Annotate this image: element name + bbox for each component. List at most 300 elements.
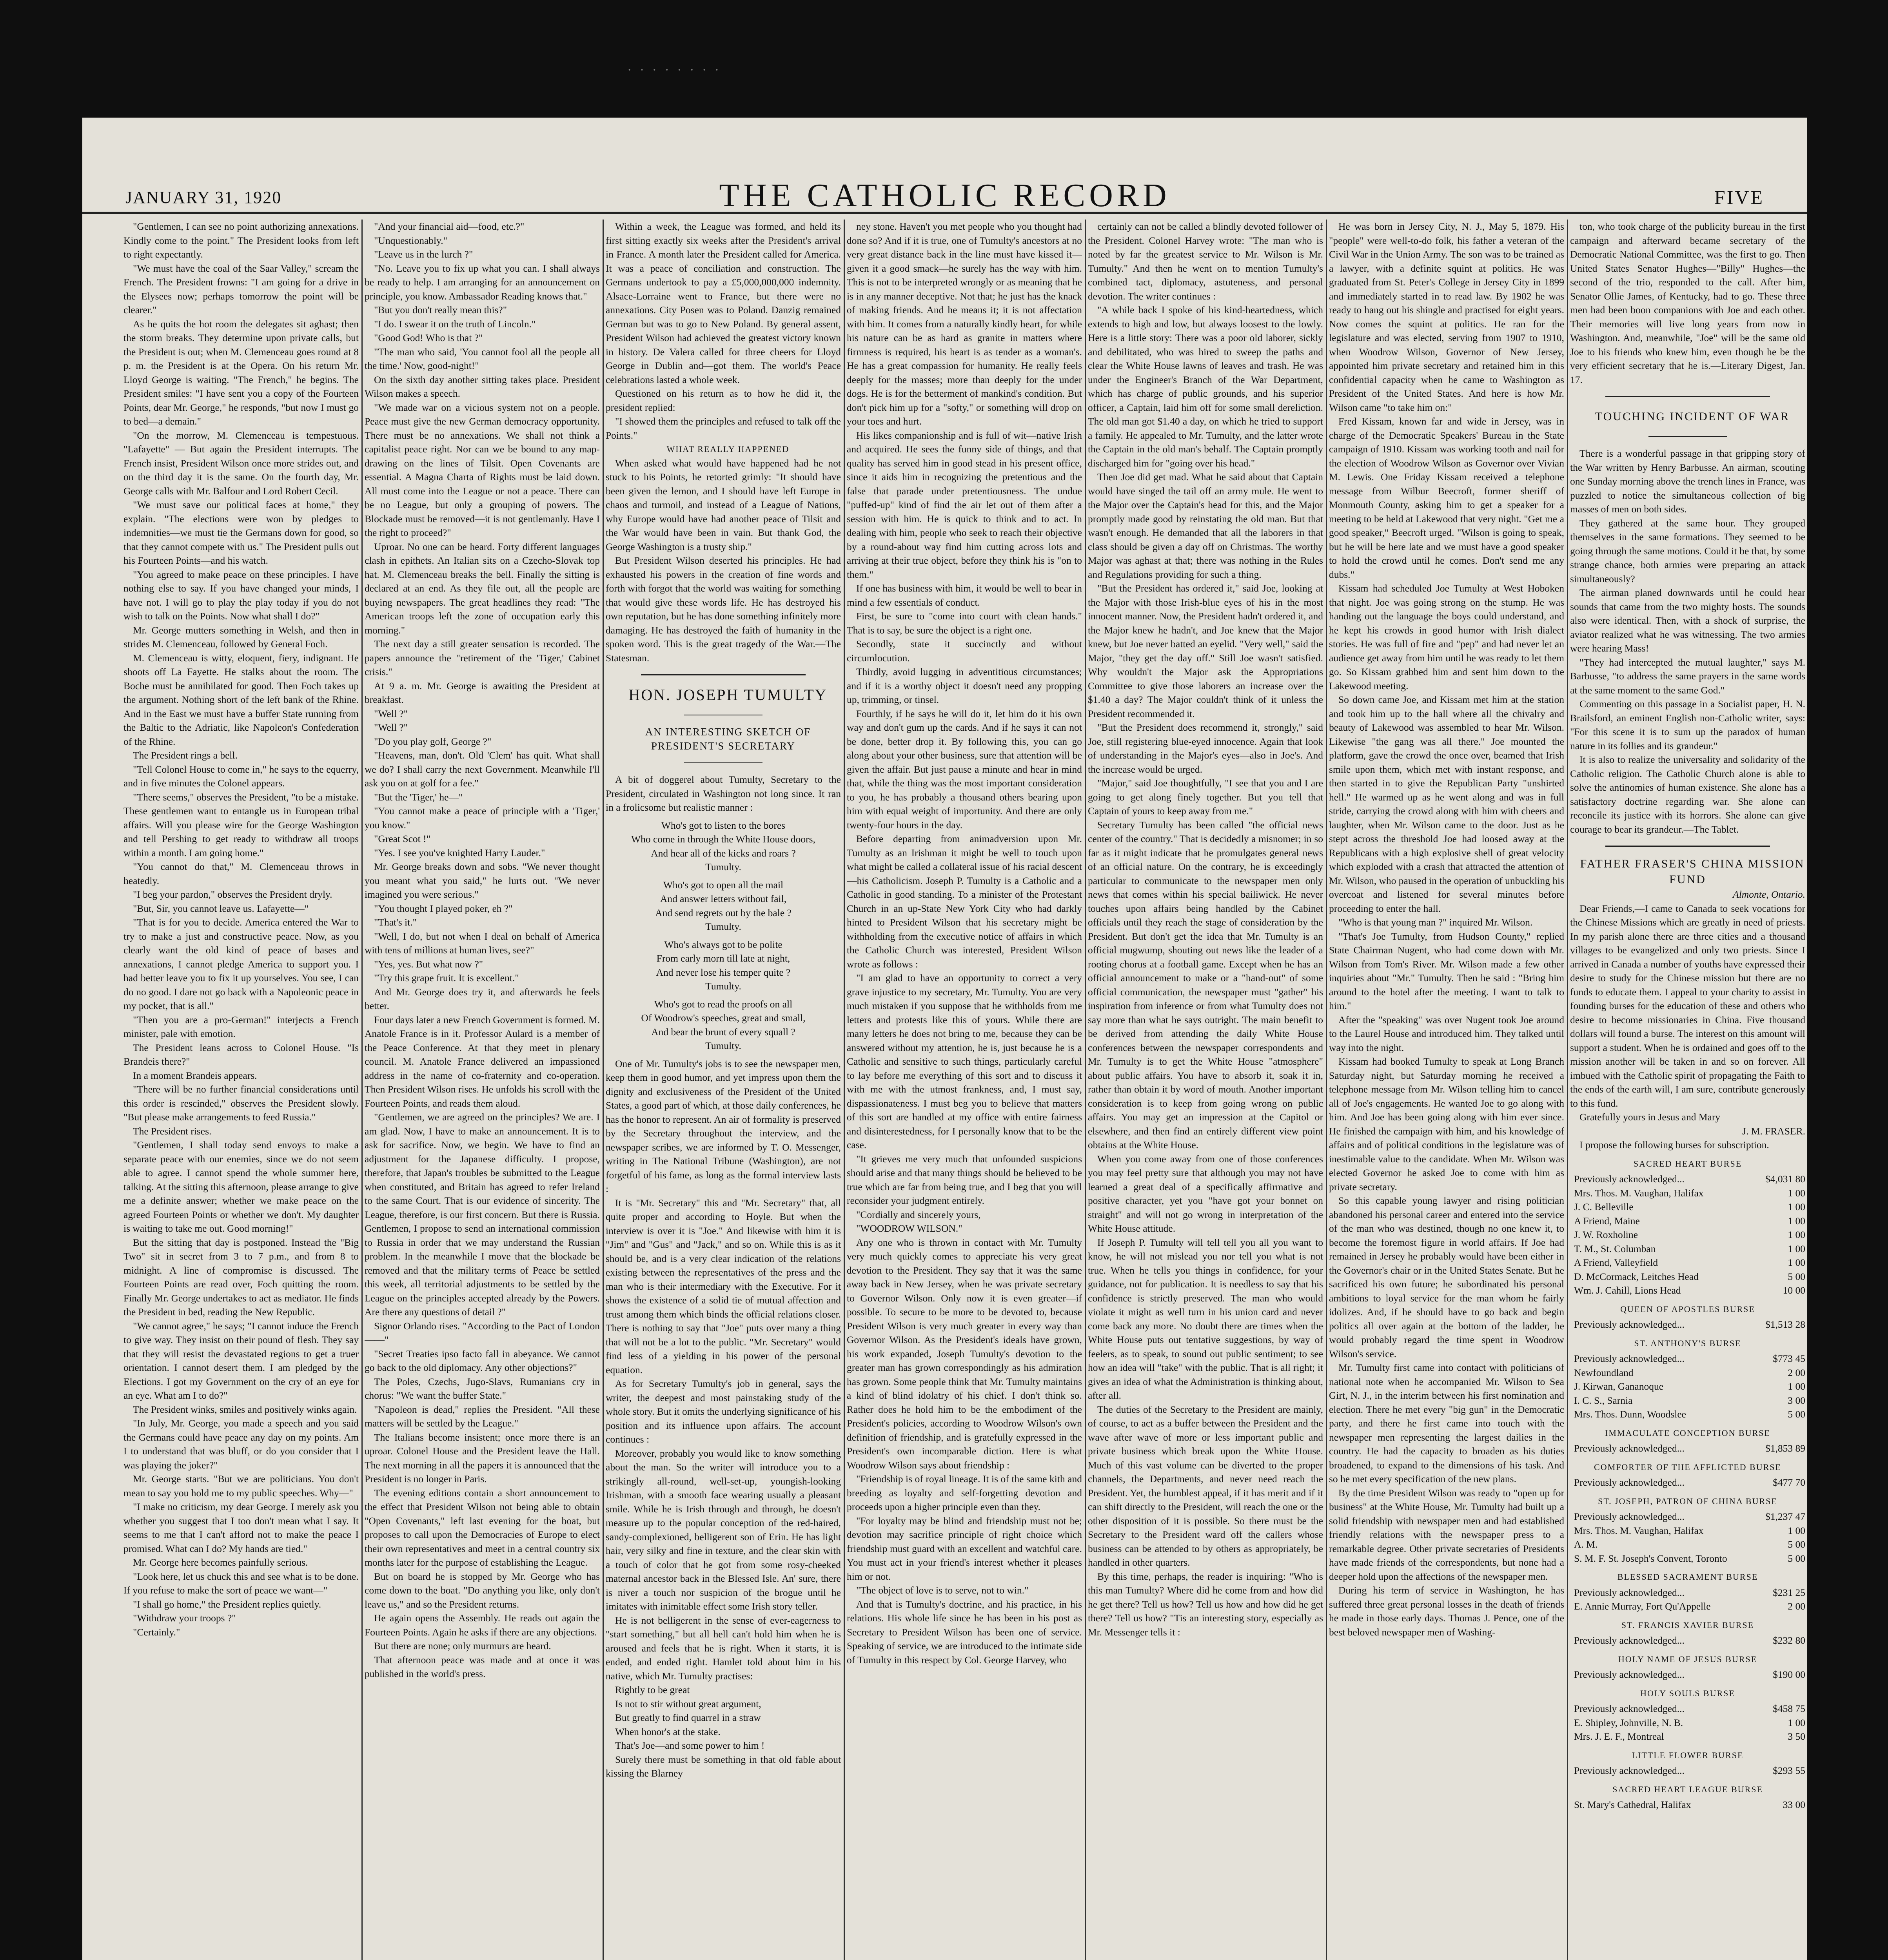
paragraph: "No. Leave you to fix up what you can. I shall always be ready to help. I am arranging for an announcement on principle, you know. Ambassador Reading knows that." [365, 262, 600, 302]
column-rule [361, 220, 363, 1960]
burse-entry [1570, 1633, 1805, 1648]
burse-title: SACRED HEART LEAGUE BURSE [1612, 1784, 1763, 1794]
burse-title: HOLY SOULS BURSE [1640, 1688, 1735, 1698]
verse-line: And bear the brunt of every squall ? [651, 1026, 795, 1038]
column-rule [1567, 220, 1568, 1960]
paragraph: "Heavens, man, don't. Old 'Clem' has quit. What shall we do? I shall carry the next Government. Meanwhile I'll ask you on at golf for a fee." [365, 750, 600, 789]
paragraph: "You cannot make a peace of principle with a 'Tiger,' you know." [365, 805, 600, 831]
burse-donor: Previously acknowledged... [1574, 1586, 1685, 1598]
paragraph: "Yes. I see you've knighted Harry Lauder." [374, 847, 545, 858]
paragraph: Mr. George here becomes painfully serious. [133, 1557, 308, 1568]
paragraph: When asked what would have happened had he not stuck to his Points, he retorted grimly: "It should have been given the lemon, and I should have left Europe in chaos and turmoil, and instead of a League of Nations, why Europe would have had another peace of Tilsit and the War would have been in vain. But thank God, the George Washington is a trusty ship." [606, 457, 841, 552]
paragraph: "I do. I swear it on the truth of Lincoln." [374, 318, 536, 330]
burse-amount: $477 70 [1773, 1477, 1805, 1488]
paragraph: So down came Joe, and Kissam met him at the station and took him up to the hall where all the chivalry and beauty of Lakewood was assembled to hear Mr. Wilson. Likewise "the gang was all there." Joe mounted the platform, gave the crowd the once over, beamed that Irish smile upon them, which met with instant response, and then started in to give the Republican Party "unshirted hell." He warmed up as he went along and was in full stride, carrying the crowd along with him with cheers and laughter, when Mr. Wilson came to the door. Just as he stept across the threshold Joe had loosed away at the Republicans with a high explosive shell of great velocity which exploded with a crash that attracted the attention of Mr. Wilson, who paused in the operation of unbuckling his overcoat and listened for several minutes before proceeding to enter the hall. [1329, 694, 1564, 914]
column-rule [1085, 220, 1086, 1960]
paragraph: His likes companionship and is full of wit—native Irish and acquired. He sees the funny side of things, and that quality has served him in good stead in his present office, since it aids him in recognizing the pretentious and the false that parade under pretentiousness. The undue "puffed-up" kind of find the air let out of them after a session with him. He is quick to think and to act. In dealing with him, people who seek to reach their objective by a round-about way find him cutting across lots and arriving at their true object, before they think his is "on to them." [847, 429, 1082, 580]
burse-amount: 1 00 [1788, 1201, 1805, 1212]
paragraph: "I showed them the principles and refused to talk off the Points." [606, 416, 841, 441]
paragraph: But on board he is stopped by Mr. George who has come down to the boat. "Do anything you like, only don't leave us," and so the President returns. [365, 1570, 600, 1610]
paragraph: If Joseph P. Tumulty will tell tell you all you want to know, he will not mislead you nor tell you what is not true. When he tells you things in confidence, for your guidance, not for publication. It is needless to say that his confidence is strictly preserved. The man who would violate it might as well turn in his union card and never come back any more. No doubt there are times when the White House puts out tentative suggestions, by way of feelers, as to speak, to sound out public sentiment; to see how an idea will "take" with the public. That is all right; it gives an idea of what the Administration is thinking about, after all. [1088, 1236, 1323, 1401]
column-rule [844, 220, 845, 1960]
paragraph: "In July, Mr. George, you made a speech and you said the Germans could have peace any day on my points. Am I to understand that was bluff, or do you consider that I was playing the joker?" [123, 1417, 359, 1471]
paragraph: "We must have the coal of the Saar Valley," scream the French. The President frowns: "I am going for a drive in the Elysees now; perhaps tomorrow the point will be clearer." [123, 262, 359, 316]
verse-line: Who's got to listen to the bores [661, 819, 786, 831]
paragraph: Before departing from animadversion upon Mr. Tumulty as an Irishman it might be well to touch upon what might be called a collateral issue of his racial descent—his Catholicism. Joseph P. Tumulty is a Catholic and a Catholic in good standing. To a minister of the Protestant Church in an up-State New York City who had darkly hinted to President Wilson that his secretary might be withholding from the executive notice of affairs in which the Catholic Church was interested, President Wilson wrote as follows : [847, 833, 1082, 970]
burse-amount: 2 00 [1788, 1601, 1805, 1612]
burse-amount: $458 75 [1773, 1703, 1805, 1714]
burse-amount: $1,513 28 [1765, 1319, 1805, 1330]
tumulty-article-part-3 [1088, 220, 1323, 1639]
burse-amount: $773 45 [1773, 1353, 1805, 1364]
burse-amount: 1 00 [1788, 1257, 1805, 1268]
burse-title: ST. JOSEPH, PATRON OF CHINA BURSE [1598, 1496, 1777, 1506]
burse-title: HOLY NAME OF JESUS BURSE [1618, 1654, 1757, 1664]
paragraph: He again opens the Assembly. He reads out again the Fourteen Points. Again he asks if there are any objections. [365, 1612, 600, 1638]
burse-donor: E. Annie Murray, Fort Qu'Appelle [1574, 1601, 1711, 1612]
burse-entry [1570, 1552, 1805, 1566]
burse-donor: A Friend, Valleyfield [1574, 1257, 1658, 1268]
burse-amount: 33 00 [1783, 1799, 1805, 1810]
paragraph: "I make no criticism, my dear George. I merely ask you whether you suggest that I too don't mean what I say. It seems to me that I can't afford not to make the peace I promised. What can I do? My hands are tied." [123, 1501, 359, 1554]
paragraph: Mr. George breaks down and sobs. "We never thought you meant what you said," he lurts out. "We never imagined you were serious." [365, 861, 600, 900]
paragraph: The airman planed downwards until he could hear sounds that came from the two mighty hosts. The sounds also were identical. Then, with a shock of surprise, the aviator realized what he was witnessing. The two armies were hearing Mass! [1570, 587, 1805, 654]
paragraph: "Secret Treaties ipso facto fall in abeyance. We cannot go back to the old diplomacy. Any other objections?" [365, 1348, 600, 1373]
paragraph: Secretary Tumulty has been called "the official news center of the country." That is decidedly a misnomer; in so far as it might indicate that he promulgates general news of an official nature. On the contrary, he is exceedingly particular to communicate to the newspaper men only news that comes within his special bailiwick. He never touches upon affairs being handled by the Cabinet officials until they reach the stage of consideration by the President. But don't get the idea that Mr. Tumulty is an official mugwump, shouting out news like the leader of a rooting chorus at a football game. Except when he has an official announcement to make or a "hand-out" of some official communication, the newspaper must "gather" his inspiration from inference or from what Tumulty does not say more than what he says outright. The main benefit to be derived from attending the daily White House conferences between the newspaper correspondents and Mr. Tumulty is to get the White House "atmosphere" about public affairs. You have to absorb it, soak it in, rather than obtain it by word of mouth. Another important consideration is to keep from going wrong on public affairs. You may get an impression at the Capitol or elsewhere, and then find an entirely different view point obtains at the White House. [1088, 819, 1323, 1151]
paragraph: Mr. George starts. "But we are politicians. You don't mean to say you hold me to my public speeches. Why—" [123, 1473, 359, 1499]
paragraph: "Napoleon is dead," replies the President. "All these matters will be settled by the League." [365, 1403, 600, 1429]
verse-line: Who's always got to be polite [664, 938, 782, 950]
burse-donor: Previously acknowledged... [1574, 1353, 1685, 1364]
paragraph: When honor's at the stake. [615, 1726, 721, 1737]
burse-amount: 5 00 [1788, 1408, 1805, 1420]
burse-amount: 5 00 [1788, 1270, 1805, 1282]
paragraph: But President Wilson deserted his principles. He had exhausted his powers in the creation of fine words and forth with forgot that the world was waiting for something that would give these words life. He has destroyed his own reputation, but he has done something infinitely more damaging. He has destroyed the faith of humanity in the spoken word. This is the great tragedy of the War.—The Statesman. [606, 555, 841, 664]
paragraph: Any one who is thrown in contact with Mr. Tumulty very much quickly comes to appreciate his very great devotion to the President. They say that it was the same away back in New Jersey, when he was private secretary to Governor Wilson. Only now it is even greater—if possible. To secure to be more to be devoted to, because President Wilson is very much greater in every way than Governor Wilson. As the President's ideals have grown, his work expanded, Joseph Tumulty's devotion to the greater man has grown correspondingly as his admiration has grown. Some people think that Mr. Tumulty maintains a kind of blind idolatry of his chief. I don't think so. Rather does he hold him to be the embodiment of the President's policies, according to Woodrow Wilson's own definition of friendship, and is gratefully expressed in the President's own incomparable diction. Here is what Woodrow Wilson says about friendship : [847, 1236, 1082, 1471]
burse-amount: $4,031 80 [1765, 1173, 1805, 1185]
burse-amount: 1 00 [1788, 1717, 1805, 1728]
burse-donor: Previously acknowledged... [1574, 1477, 1685, 1488]
burse-amount: $232 80 [1773, 1635, 1805, 1646]
verse-line: Who come in through the White House doors, [631, 833, 815, 845]
burse-donor: T. M., St. Columban [1574, 1243, 1656, 1254]
burse-donor: Previously acknowledged... [1574, 1511, 1685, 1522]
burse-entry [1570, 1798, 1805, 1812]
war-incident-headline: TOUCHING INCIDENT OF WAR [1595, 410, 1790, 423]
burse-title: BLESSED SACRAMENT BURSE [1617, 1572, 1758, 1582]
paragraph: certainly can not be called a blindly devoted follower of the President. Colonel Harvey wrote: "The man who is noted by far the greatest service to Mr. Wilson is Mr. Tumulty." And then he went on to mention Tumulty's combined tact, diplomacy, astuteness, and personal devotion. The writer continues : [1088, 221, 1323, 302]
paragraph: The next day a still greater sensation is recorded. The papers announce the "retirement of the 'Tiger,' Cabinet crisis." [365, 638, 600, 677]
paragraph: "But the President does recommend it, strongly," said Joe, still registering blue-eyed innocence. Again that look of understanding in the Major's eyes—also in Joe's. And the increase would be urged. [1088, 722, 1323, 775]
burse-entry [1570, 1228, 1805, 1242]
burse-amount: 1 00 [1788, 1243, 1805, 1254]
newspaper-page [82, 118, 1807, 1960]
paragraph: "The object of love is to serve, not to win." [856, 1584, 1029, 1596]
paragraph: On the sixth day another sitting takes place. President Wilson makes a speech. [365, 374, 600, 399]
paragraph: "But the President has ordered it," said Joe, looking at the Major with those Irish-blue eyes of his in the most innocent manner. Now, the President hadn't ordered it, and the Major knew he hadn't, and Joe knew that the Major knew, but Joe never batted an eyelid. "Very well," said the Major, "they get the day off." Still Joe wasn't satisfied. Why wouldn't the Major ask the Appropriations Committee to give those laborers an increase over the $1.40 a day? The Major couldn't think of it unless the President recommended it. [1088, 583, 1323, 719]
paragraph: Mr. George mutters something in Welsh, and then in strides M. Clemenceau, followed by General Foch. [123, 624, 359, 650]
paragraph: "Leave us in the lurch ?" [374, 249, 473, 260]
burse-amount: $293 55 [1773, 1765, 1805, 1776]
paragraph: Then Joe did get mad. What he said about that Captain would have singed the tail off an army mule. He went to the Major over the Captain's head for this, and the Major promptly made good by reinstating the old man. But that wasn't enough. He demanded that all the laborers in that class should be given a day off on Christmas. The worthy Major was aghast at that; there was nothing in the Rules and Regulations providing for such a thing. [1088, 471, 1323, 580]
verse-line: And answer letters without fail, [660, 893, 787, 904]
article-separator [641, 674, 806, 675]
scan-edge-mark: · · · · · · · · [627, 63, 722, 77]
paragraph: And that is Tumulty's doctrine, and his practice, in his relations. His whole life since he has been in his post as Secretary to President Wilson has been one of service. Speaking of service, we are introduced to the intimate side of Tumulty in this respect by Col. George Harvey, who [847, 1598, 1082, 1666]
burse-amount: $1,853 89 [1765, 1443, 1805, 1454]
paragraph: That afternoon peace was made and at once it was published in the world's press. [365, 1654, 600, 1679]
paragraph: "You cannot do that," M. Clemenceau throws in heatedly. [123, 861, 359, 886]
burse-donor: Newfoundland [1574, 1367, 1634, 1378]
burse-donor: D. McCormack, Leitches Head [1574, 1270, 1699, 1282]
paragraph: But greatly to find quarrel in a straw [615, 1712, 761, 1723]
paragraph: But the sitting that day is postponed. Instead the "Big Two" sit in secret from 3 to 7 p.m., and from 8 to midnight. A line of compromise is discussed. The Fourteen Points are read over, Foch quitting the room. Finally Mr. George undertakes to act as mediator. He finds the President in bed, reading the New Republic. [123, 1236, 359, 1318]
verse-line: Tumulty. [705, 861, 741, 873]
tumulty-headline: HON. JOSEPH TUMULTY [628, 686, 828, 704]
burse-entry [1570, 1716, 1805, 1730]
paragraph: Rightly to be great [615, 1684, 690, 1695]
burse-amount: 1 00 [1788, 1229, 1805, 1240]
tumulty-intro: A bit of doggerel about Tumulty, Secretary to the President, circulated in Washington not long since. It ran in a frolicsome but realistic manner : [606, 774, 841, 813]
paragraph: It is "Mr. Secretary" this and "Mr. Secretary" that, all quite proper and according to Hoyle. But when the interview is over it is "Joe." And likewise with him it is "Jim" and "Gus" and "Jack," and so on. While this is as it should be, and is a very clear indication of the relations existing between the representatives of the press and the man who is their intermediary with the Executive. For it shows the existence of a solid tie of mutual affection and trust among them which binds the official relations closer. There is nothing to say that "Joe" puts over many a thing that will not be a lot to the public. "Mr. Secretary" would find less of a yielding in his power of the personal equation. [606, 1197, 841, 1376]
burse-entry [1570, 1407, 1805, 1421]
tumulty-article-ending [1570, 220, 1805, 387]
paragraph: "Gentlemen, I shall today send envoys to make a separate peace with our enemies, since we do not seem able to agree. I cannot spend the whole summer here, talking. At the sitting this afternoon, please arrange to give me a definite answer; whether we make peace on the agreed Fourteen Points or whether we don't. My daughter is waiting to take me out. Good morning!" [123, 1139, 359, 1234]
burse-amount: 3 50 [1788, 1731, 1805, 1742]
burse-amount: 10 00 [1783, 1285, 1805, 1296]
verse-line: And send regrets out by the bale ? [655, 907, 792, 918]
burse-title: IMMACULATE CONCEPTION BURSE [1605, 1428, 1770, 1438]
paragraph: Uproar. No one can be heard. Forty different languages clash in epithets. An Italian sits on a Czecho-Slovak top hat. M. Clemenceau breaks the bell. Finally the sitting is declared at an end. As they file out, all the people are buying newspapers. The great headlines they read: "The American troops left the zone of occupation early this morning." [365, 541, 600, 636]
paragraph: The President rises. [133, 1125, 212, 1137]
burse-entry [1570, 1352, 1805, 1366]
burse-donor: Previously acknowledged... [1574, 1703, 1685, 1714]
paragraph: And Mr. George does try it, and afterwards he feels better. [365, 986, 600, 1011]
war-incident-article [1570, 446, 1805, 836]
burse-donor: Previously acknowledged... [1574, 1319, 1685, 1330]
paragraph: That's Joe—and some power to him ! [615, 1740, 765, 1751]
paragraph: "Well ?" [374, 722, 408, 733]
peace-article-part-2 [365, 220, 600, 1681]
paragraph: "It grieves me very much that unfounded suspicions should arise and that many things should be believed to be true which are far from being true, and I beg that you will reconsider your judgment entirely. [847, 1153, 1082, 1206]
tumulty-article-part-1 [606, 1057, 841, 1780]
paragraph: Gratefully yours in Jesus and Mary [1579, 1111, 1721, 1123]
paragraph: Is not to stir without great argument, [615, 1698, 761, 1710]
paragraph: By this time, perhaps, the reader is inquiring: "Who is this man Tumulty? Where did he come from and how did he get there? Tell us how? Tell us how and how did he get there? Tell us how? "Tis an interesting story, especially as Mr. Messenger tells it : [1088, 1570, 1323, 1638]
paragraph: "Cordially and sincerely yours, [856, 1209, 981, 1220]
burse-donor: Previously acknowledged... [1574, 1173, 1685, 1185]
paragraph: During his term of service in Washington, he has suffered three great personal losses in the death of friends he made in those early days. Thomas J. Pence, one of the best beloved newspaper men of Washing- [1329, 1584, 1564, 1638]
paragraph: "Then you are a pro-German!" interjects a French minister, pale with emotion. [123, 1014, 359, 1039]
paragraph: "Certainly." [133, 1626, 180, 1638]
burse-entry [1570, 1394, 1805, 1408]
burse-donor: I. C. S., Sarnia [1574, 1394, 1633, 1406]
paragraph: "They had intercepted the mutual laughter," says M. Barbusse, "to address the same prayers in the same words at the same moment to the same God." [1570, 656, 1805, 696]
paragraph: "For loyalty may be blind and friendship must not be; devotion may sacrifice principle of right choice which friendship must guard with an excellent and watchful care. You must act in your friend's interest whether it pleases him or not. [847, 1515, 1082, 1582]
paragraph: As he quits the hot room the delegates sit aghast; then the storm breaks. They determine upon private calls, but the President is out; when M. Clemenceau goes round at 8 p. m. the President is at the Opera. On his return Mr. Lloyd George is waiting. "The French," he begins. The President smiles: "I have sent you a copy of the Fourteen Points, dear Mr. George," he responds, "but now I must go to bed—a demain." [123, 318, 359, 427]
burse-amount: 3 00 [1788, 1394, 1805, 1406]
peace-article-afterword [606, 456, 841, 665]
burse-donor: E. Shipley, Johnville, N. B. [1574, 1717, 1683, 1728]
column-6 [1329, 220, 1564, 1960]
verse-line: Tumulty. [705, 1040, 741, 1051]
burse-entry [1570, 1283, 1805, 1298]
peace-article-conclusion [606, 220, 841, 442]
burse-amount: $1,237 47 [1765, 1511, 1805, 1522]
paragraph: The President leans across to Colonel House. "Is Brandeis there?" [123, 1042, 359, 1067]
paragraph: "Who is that young man ?" inquired Mr. Wilson. [1338, 916, 1533, 928]
verse-line: Who's got to open all the mail [663, 879, 784, 891]
newspaper-title: THE CATHOLIC RECORD [719, 177, 1171, 214]
paragraph: "Tell Colonel House to come in," he says to the equerry, and in five minutes the Colonel appears. [123, 763, 359, 789]
paragraph: "Major," said Joe thoughtfully, "I see that you and I are going to get along finely together. But you tell that Captain of yours to keep away from me." [1088, 777, 1323, 817]
burse-entry [1570, 1586, 1805, 1600]
paragraph: In a moment Brandeis appears. [133, 1069, 257, 1081]
burse-donor: Mrs. Thos. M. Vaughan, Halifax [1574, 1187, 1704, 1199]
paragraph: "Friendship is of royal lineage. It is of the same kith and breeding as loyalty and self-forgetting devotion and proceeds upon a higher principle even than they. [847, 1473, 1082, 1512]
paragraph: The evening editions contain a short announcement to the effect that President Wilson not being able to obtain "Open Covenants," left last evening for the boat, but proposes to call upon the Democracies of Europe to elect their own representatives and meet in a central country six months later for the purpose of establishing the League. [365, 1487, 600, 1568]
paragraph: "Gentlemen, I can see no point authorizing annexations. Kindly come to the point." The President looks from left to right expectantly. [123, 221, 359, 260]
paragraph: By the time President Wilson was ready to "open up for business" at the White House, Mr. Tumulty had built up a solid friendship with newspaper men and had established friendly relations with the newspaper press to a remarkable degree. Other private secretaries of Presidents have made friends of the correspondents, but none had a deeper hold upon the affections of the newspaper men. [1329, 1487, 1564, 1582]
issue-date: JANUARY 31, 1920 [125, 188, 282, 207]
burse-entry [1570, 1200, 1805, 1214]
paragraph: Four days later a new French Government is formed. M. Anatole France is in it. Professor Aulard is a member of the Peace Conference. At that they meet in plenary council. M. Anatole France delivered an impassioned address in the name of co-fraternity and co-operation. Then President Wilson rises. He unfolds his scroll with the Fourteen Points, and reads them aloud. [365, 1014, 600, 1109]
fraser-proposal: I propose the following burses for subscription. [1579, 1139, 1769, 1151]
verse-line: And hear all of the kicks and roars ? [651, 847, 796, 859]
paragraph: "Look here, let us chuck this and see what is to be done. If you refuse to make the sort of peace we want—" [123, 1570, 359, 1596]
burse-amount: 5 00 [1788, 1552, 1805, 1564]
burse-donor: S. M. F. St. Joseph's Convent, Toronto [1574, 1552, 1727, 1564]
burse-amount: 1 00 [1788, 1187, 1805, 1199]
burse-entry [1570, 1599, 1805, 1613]
paragraph: Dear Friends,—I came to Canada to seek vocations for the Chinese Missions which are greatly in need of priests. In my parish alone there are three cities and a thousand villages to be evangelized and only two priests. Since I arrived in Canada a number of youths have expressed their desire to study for the Chinese mission but there are no funds to educate them. I appeal to your charity to assist in founding burses for the education of these and others who desire to become missionaries in China. Five thousand dollars will found a burse. The interest on this amount will support a student. When he is ordained and goes off to the mission another will be taken in and so on forever. All imbued with the Catholic spirit of propagating the Faith to the ends of the earth will, I am sure, contribute generously to this fund. [1570, 902, 1805, 1109]
paragraph: "I shall go home," the President replies quietly. [133, 1598, 321, 1610]
burse-donor: Mrs. Thos. Dunn, Woodslee [1574, 1408, 1686, 1420]
paragraph: ton, who took charge of the publicity bureau in the first campaign and afterward became secretary of the Democratic National Committee, was the first to go. Then United States Senator Hughes—"Billy" Hughes—the second of the trio, responded to the call. After him, Senator Ollie James, of Kentucky, had to go. These three men had been boon companions with Joe and each other. Their memories will live long years from now in Washington. And, meanwhile, "Joe" will be the same old Joe to his friends who knew him, even though he be the very efficient secretary that he is.—Literary Digest, Jan. 17. [1570, 221, 1805, 385]
paragraph: It is also to realize the universality and solidarity of the Catholic religion. The Catholic Church alone is able to solve the antinomies of human existence. She alone has a satisfactory doctrine regarding war. She alone can reconcile its justice with its horrors. She alone can give courage to bear its grandeur.—The Tablet. [1570, 754, 1805, 835]
paragraph: "That's Joe Tumulty, from Hudson County," replied State Chairman Nugent, who had come down with Mr. Wilson from Tom's River. Mr. Wilson made a few other inquiries about "Mr." Tumulty. Then he said : "Bring him around to the hotel after the meeting. I want to talk to him." [1329, 930, 1564, 1011]
fraser-appeal [1570, 902, 1805, 1124]
verse-line: And never lose his temper quite ? [656, 966, 791, 978]
burse-donor: Mrs. J. E. F., Montreal [1574, 1731, 1664, 1742]
paragraph: If one has business with him, it would be well to bear in mind a few essentials of conduct. [847, 583, 1082, 608]
burse-entry [1570, 1186, 1805, 1200]
burse-donor: A Friend, Maine [1574, 1215, 1640, 1227]
burse-donor: Previously acknowledged... [1574, 1443, 1685, 1454]
fraser-signature: J. M. FRASER. [1742, 1125, 1805, 1137]
paragraph: "A while back I spoke of his kind-heartedness, which extends to high and low, but always loosest to the lowly. Here is a little story: There was a poor old laborer, sickly and debilitated, who was hired to sweep the paths and clear the White House lawns of leaves and trash. He was under the Engineer's Branch of the War Department, which has charge of public grounds, and his superior officer, a Captain, laid him off for some small dereliction. The old man got $1.40 a day, on which he tried to support a family. He appealed to Mr. Tumulty, and the latter wrote the Captain in the old man's behalf. The Captain promptly discharged him for "going over his head." [1088, 304, 1323, 469]
paragraph: The duties of the Secretary to the President are mainly, of course, to act as a buffer between the President and the wave after wave of more or less important public and private business which break upon the White House. Much of this vast volume can be diverted to the proper channels, the Departments, and never need reach the President. Yet, the humblest appeal, if it has merit and if it can shift directly to the President, will reach the one or the other disposition of it is possible. So there must be the Secretary to the President ward off the callers whose business can be attended to by others as appropriately, be handled in other quarters. [1088, 1403, 1323, 1568]
column-rule [1326, 220, 1327, 1960]
burse-entry [1570, 1172, 1805, 1186]
paragraph: Kissam had booked Tumulty to speak at Long Branch Saturday night, but Saturday morning he received a telephone message from Mr. Wilson telling him to cancel all of Joe's engagements. He wanted Joe to go along with him. And Joe has been going along with him ever since. He finished the campaign with him, and his knowledge of affairs and of political conditions in the legislature was of inestimable value to the candidate. When Mr. Wilson was elected Governor he asked Joe to come with him as private secretary. [1329, 1056, 1564, 1192]
paragraph: "You thought I played poker, eh ?" [374, 902, 513, 914]
paragraph: "Great Scot !" [374, 833, 431, 844]
paragraph: The Poles, Czechs, Jugo-Slavs, Rumanians cry in chorus: "We want the buffer State." [365, 1376, 600, 1401]
burse-donor: St. Mary's Cathedral, Halifax [1574, 1799, 1691, 1810]
burse-entry [1570, 1764, 1805, 1778]
paragraph: "Unquestionably." [374, 234, 448, 246]
paragraph: "Do you play golf, George ?" [374, 735, 492, 747]
verse-line: Tumulty. [705, 980, 741, 992]
burse-donor: J. Kirwan, Gananoque [1574, 1381, 1664, 1392]
burse-entry [1570, 1537, 1805, 1552]
burse-entry [1570, 1668, 1805, 1682]
paragraph: "I am glad to have an opportunity to correct a very grave injustice to my secretary, Mr. Tumulty. You are very much mistaken if you suppose that he withholds from me letters and protests like this of yours. While there are many letters he does not bring to me, because they can be answered without my attention, he is, just because he is a Catholic and sensitive to such things, particularly careful to lay before me everything of this sort and to discuss it with me with the utmost frankness, and, I must say, dispassionateness. I must beg you to believe that matters of this sort are handled at my office with entire fairness and disinterestedness, for I personally know that to be the case. [847, 972, 1082, 1151]
paragraph: "There seems," observes the President, "to be a mistake. These gentlemen want to entangle us in European tribal affairs. Will you please wire for the George Washington and tell Pershing to get ready to withdraw all troops within a month. I am going home." [123, 791, 359, 858]
burse-donor: Previously acknowledged... [1574, 1669, 1685, 1680]
burse-entry [1570, 1379, 1805, 1394]
paragraph: Questioned on his return as to how he did it, the president replied: [606, 388, 841, 413]
tumulty-doggerel [606, 818, 841, 1053]
verse-stanza [606, 818, 841, 874]
paragraph: After the "speaking" was over Nugent took Joe around to the Laurel House and introduced him. They talked until way into the night. [1329, 1014, 1564, 1053]
paragraph: They gathered at the same hour. They grouped themselves in the same formations. They seemed to be going through the same motions. Could it be that, by some strange chance, both armies were preparing an attack simultaneously? [1570, 517, 1805, 584]
burse-title: SACRED HEART BURSE [1633, 1158, 1742, 1169]
masthead [82, 169, 1807, 214]
peace-article-part-1 [123, 220, 359, 1639]
burse-amount: 2 00 [1788, 1367, 1805, 1378]
paragraph: Moreover, probably you would like to know something about the man. So the writer will introduce you to a strikingly all-round, well-set-up, youngish-looking Irishman, with a smooth face wearing usually a pleasant smile. While he is Irish through and through, he doesn't measure up to the popular conception of the red-haired, sandy-complexioned, belligerent son of Erin. He has light hair, very silky and fine in texture, and the clear skin with a touch of color that he got from some rosy-cheeked maternal ancestor back in the Blessed Isle. An' sure, there is niver a touch nor suspicion of the brogue until he imitates with inimitable effect some Irish story teller. [606, 1447, 841, 1612]
verse-stanza [606, 878, 841, 934]
paragraph: "Well ?" [374, 708, 408, 719]
headline-rule [1648, 436, 1727, 437]
article-separator [1605, 846, 1770, 847]
paragraph: But there are none; only murmurs are heard. [374, 1640, 551, 1651]
paragraph: "But, Sir, you cannot leave us. Lafayette—" [133, 902, 309, 914]
paragraph: "On the morrow, M. Clemenceau is tempestuous. "Lafayette" — But again the President interrupts. The French insist, President Wilson once more strides out, and on the third day it is the same. On the fourth day, Mr. George calls with Mr. Balfour and Lord Robert Cecil. [123, 429, 359, 497]
paragraph: "But the 'Tiger,' he—" [374, 791, 463, 803]
paragraph: The President winks, smiles and positively winks again. [133, 1403, 357, 1415]
paragraph: First, be sure to "come into court with clean hands." That is to say, be sure the object is a right one. [847, 610, 1082, 636]
burse-entry [1570, 1242, 1805, 1256]
column-4 [847, 220, 1082, 1960]
paragraph: As for Secretary Tumulty's job in general, says the writer, the deepest and most painstaking study of the whole story. But it omits the underlying significance of his position and its influence upon affairs. The account continues : [606, 1378, 841, 1445]
paragraph: "I beg your pardon," observes the President dryly. [133, 889, 332, 900]
paragraph: "Withdraw your troops ?" [133, 1612, 236, 1624]
burse-entry [1570, 1524, 1805, 1538]
burse-amount: 5 00 [1788, 1539, 1805, 1550]
burse-donor: J. W. Roxholine [1574, 1229, 1638, 1240]
fraser-dateline: Almonte, Ontario. [1733, 889, 1805, 900]
paragraph: Within a week, the League was formed, and held its first sitting exactly six weeks after the President's arrival in France. A month later the President called for America. It was a peace of conciliation and construction. The Germans undertook to pay a £5,000,000,000 indemnity. Alsace-Lorraine went to France, but there were no annexations. City Posen was to Poland. Danzig remained German but was to go to New Poland. By general assent, President Wilson had achieved the greatest victory known in history. De Valera called for three cheers for Lloyd George in Dublin and—got them. The world's Peace celebrations lasted a whole week. [606, 221, 841, 385]
paragraph: Signor Orlando rises. "According to the Pact of London——" [365, 1320, 600, 1345]
burse-amount: $231 25 [1773, 1586, 1805, 1598]
burse-list [1570, 1157, 1805, 1812]
burse-donor: Wm. J. Cahill, Lions Head [1574, 1285, 1681, 1296]
verse-stanza [606, 997, 841, 1053]
paragraph: Commenting on this passage in a Socialist paper, H. N. Brailsford, an eminent English non-Catholic writer, says: "For this scene it is to sum up the paradox of human nature in its follies and its grandeur." [1570, 698, 1805, 751]
paragraph: "Gentlemen, we are agreed on the principles? We are. I am glad. Now, I have to make an announcement. It is to ask for sacrifice. Now, we begin. We have to find an adjustment for the Japanese difficulty. I propose, therefore, that Japan's troubles be submitted to the League when constituted, and Britain has agreed to refer Ireland to the same Court. That is our evidence of sincerity. The League, therefore, is our first concern. But there is Russia. Gentlemen, I propose to send an international commission to Russia in order that we may understand the Russian problem. In the meanwhile I move that the blockade be removed and that the military terms of Peace be settled this week, all territorial adjustments to be settled by the League on the principles accepted already by the Powers. Are there any questions of detail ?" [365, 1111, 600, 1318]
paragraph: "You agreed to make peace on these principles. I have nothing else to say. If you have changed your minds, I have not. I will go to play the play today if you do not wish to talk on the Points. Now what shall I do?" [123, 568, 359, 622]
column-7 [1570, 220, 1805, 1960]
paragraph: At 9 a. m. Mr. George is awaiting the President at breakfast. [365, 680, 600, 705]
paragraph: "Well, I do, but not when I deal on behalf of America with tens of millions at human lives, see?" [365, 930, 600, 956]
burse-donor: Mrs. Thos. M. Vaughan, Halifax [1574, 1524, 1704, 1536]
paragraph: "WOODROW WILSON." [856, 1223, 962, 1234]
paragraph: M. Clemenceau is witty, eloquent, fiery, indignant. He shoots off La Fayette. He stalks about the room. The Boche must be annihilated for good. Then Foch takes up the argument. Nothing short of the left bank of the Rhine. And in the East we must have a buffer State running from the Baltic to the Adriatic, like Napoleon's Confederation of the Rhine. [123, 652, 359, 747]
paragraph: Kissam had scheduled Joe Tumulty at West Hoboken that night. Joe was going strong on the stump. He was handing out the language the boys could understand, and he kept his crowds in good humor with Irish dialect stories. He was full of fire and "pep" and had never let an audience get away from him until he was ready to let them go. So Kissam grabbed him and sent him down to the Lakewood meeting. [1329, 583, 1564, 691]
paragraph: "That's it." [374, 916, 417, 928]
paragraph: So this capable young lawyer and rising politician abandoned his personal career and entered into the service of the man who was destined, though no one knew it, to become the foremost figure in world affairs. If Joe had remained in Jersey he probably would have been either in the Governor's chair or in the United States Senate. But he sacrificed his own future; he subordinated his personal ambitions to loyal service for the man whom he fairly idolizes. And, if he should have to go back and begin politics all over again at the bottom of the ladder, he would probably regard the time spent in Woodrow Wilson's service. [1329, 1195, 1564, 1359]
paragraph: Fred Kissam, known far and wide in Jersey, was in charge of the Democratic Speakers' Bureau in the State campaign of 1910. Kissam was working tooth and nail for the election of Woodrow Wilson as Governor over Vivian M. Lewis. One Friday Kissam received a telephone message from Wilbur Beecroft, former sheriff of Monmouth County, asking him to get a speaker for a meeting to be held at Lakewood that very night. "Get me a good speaker," Beecroft urged. "Wilson is going to speak, but he will be here late and we must have a good speaker to hold the crowd until he comes. Don't send me any dubs." [1329, 416, 1564, 580]
paragraph: "We cannot agree," he says; "I cannot induce the French to give way. They insist on their pound of flesh. They say that they will resist the devastated regions to get a truer orientation. I cannot desert them. I am pledged by the Elections. I got my Government on the cry of an eye for an eye. What am I to do?" [123, 1320, 359, 1401]
verse-line: Of Woodrow's speeches, great and small, [641, 1012, 806, 1024]
paragraph: "Good God! Who is that ?" [374, 332, 483, 343]
what-really-happened-subhead: WHAT REALLY HAPPENED [666, 444, 790, 454]
burse-donor: Previously acknowledged... [1574, 1765, 1685, 1776]
burse-amount: $190 00 [1773, 1669, 1805, 1680]
paragraph: Fourthly, if he says he will do it, let him do it his own way and don't gum up the cards. And if he says it can not be done, better drop it. By following this, you can go along about your other business, sure that attention will be given the affair. But just pause a minute and hear in mind that, while the thing was the most important consideration to you, he has probably a thousand others bearing upon him with equal weight of importunity. And there are only twenty-four hours in the day. [847, 708, 1082, 831]
verse-line: From early morn till late at night, [656, 953, 790, 964]
paragraph: The President rings a bell. [133, 750, 238, 761]
paragraph: Surely there must be something in that old fable about kissing the Blarney [606, 1753, 841, 1779]
burse-amount: 1 00 [1788, 1215, 1805, 1227]
paragraph: "We made war on a vicious system not on a people. Peace must give the new German democracy opportunity. There must be no annexations. We shall not think a capitalist peace right. Nor can we be bound to any map-drawing on the lines of Tilsit. Open Covenants are essential. A Magna Charta of Rights must be laid down. All must come into the League or not a peace. There can be no League, but only a grouping of powers. The Blockade must be removed—it is not gentlemanly. Have I the right to proceed?" [365, 401, 600, 538]
verse-line: Who's got to read the proofs on all [654, 998, 793, 1010]
burse-entry [1570, 1318, 1805, 1332]
burse-entry [1570, 1214, 1805, 1228]
column-3 [606, 220, 841, 1960]
paragraph: "But you don't really mean this?" [374, 304, 507, 316]
burse-entry [1570, 1510, 1805, 1524]
tumulty-article-part-4 [1329, 220, 1564, 1639]
paragraph: Secondly, state it succinctly and without circumlocution. [847, 638, 1082, 664]
paragraph: "We must save our political faces at home," they explain. "The elections were won by pledges to indemnities—we must tie the Germans down for good, so that they cannot compete with us." The President pulls out his Fourteen Points—and his watch. [123, 499, 359, 566]
burse-entry [1570, 1441, 1805, 1455]
paragraph: He is not belligerent in the sense of ever-eagerness to "start something," but all hell can't hold him when he is aroused and feels that he is right. When it starts, it is ended, and ended right. Hamlet told about him in his native, which Mr. Tumulty practises: [606, 1614, 841, 1682]
column-1 [123, 220, 359, 1960]
page-number: FIVE [1714, 186, 1764, 208]
burse-donor: Previously acknowledged... [1574, 1635, 1685, 1646]
burse-entry [1570, 1270, 1805, 1284]
tumulty-article-part-2 [847, 220, 1082, 1667]
paragraph: When you come away from one of those conferences you may feel pretty sure that although you may not have learned a great deal of a specifically affirmative and positive character, yet you "have got your bonnet on straight" and will not go wrong in interpretation of the White House attitude. [1088, 1153, 1323, 1234]
burse-entry [1570, 1475, 1805, 1490]
column-2 [365, 220, 600, 1960]
verse-stanza [606, 938, 841, 993]
paragraph: "That is for you to decide. America entered the War to try to make a just and constructive peace. Now, as you clearly want the old kind of peace of bases and annexations, I cannot pledge America to support you. I had better leave you to fix it up yourselves. You see, I can do no good. I dare not go back with a Napoleonic peace in my pocket, that is all." [123, 916, 359, 1011]
paragraph: "There will be no further financial considerations until this order is rescinded," observes the President slowly. "But please make arrangements to feed Russia." [123, 1083, 359, 1123]
burse-entry [1570, 1730, 1805, 1744]
burse-entry [1570, 1256, 1805, 1270]
paragraph: There is a wonderful passage in that gripping story of the War written by Henry Barbusse. An airman, scouting one Sunday morning above the trench lines in France, was puzzled to notice the simultaneous collection of big masses of men on both sides. [1570, 448, 1805, 515]
burse-title: ST. ANTHONY'S BURSE [1634, 1338, 1741, 1348]
tumulty-subheadline: AN INTERESTING SKETCH OF PRESIDENT'S SECRETARY [645, 726, 811, 752]
paragraph: ney stone. Haven't you met people who you thought had done so? And if it is true, one of Tumulty's ancestors at no very great distance back in the line must have kissed it—given it a good smack—he surely has the way with him. This is not to be interpreted wrongly or as meaning that he is in any manner deceptive. Not that; he just has the knack of making friends. And he means it; it is not affectation with him. It comes from a naturally kindly heart, for while his nature can be as hard as granite in matters where firmness is required, his heart is as tender as a woman's. He has a great compassion for humanity. He really feels deeply for the masses; more than deeply for the under dogs. He is for the betterment of mankind's condition. But don't pick him up for a "softy," or something will drop on your toes and hurt. [847, 221, 1082, 427]
burse-title: ST. FRANCIS XAVIER BURSE [1621, 1620, 1754, 1630]
burse-title: COMFORTER OF THE AFFLICTED BURSE [1594, 1462, 1781, 1472]
paragraph: He was born in Jersey City, N. J., May 5, 1879. His "people" were well-to-do folk, his father a veteran of the Civil War in the Union Army. The son was to be trained as a lawyer, with a definite squint at politics. He was graduated from St. Peter's College in Jersey City in 1899 and immediately started in to read law. By 1902 he was ready to hang out his shingle and practised for eight years. Now comes the squint at politics. He ran for the legislature and was elected, serving from 1907 to 1910, when Woodrow Wilson, Governor of New Jersey, appointed him private secretary and retained him in this confidential capacity when he came to Washington as President of the United States. And here is how Mr. Wilson came "to take him on:" [1329, 221, 1564, 413]
paragraph: Thirdly, avoid lugging in adventitious circumstances; and if it is a worthy object it doesn't need any propping up, trimming, or tinsel. [847, 666, 1082, 705]
column-5 [1088, 220, 1323, 1960]
paragraph: One of Mr. Tumulty's jobs is to see the newspaper men, keep them in good humor, and yet impress upon them the dignity and exclusiveness of the President of the United States, a good part of which, at those daily conferences, he has the honor to represent. An air of formality is preserved by the Secretary throughout the interview, and the newspaper scribes, we are informed by T. O. Messenger, writing in The National Tribune (Washington), are not forgetful of his fame, as long as the formal interview lasts : [606, 1058, 841, 1194]
burse-title: QUEEN OF APOSTLES BURSE [1620, 1304, 1755, 1314]
burse-entry [1570, 1366, 1805, 1380]
article-separator [1605, 396, 1770, 397]
paragraph: The Italians become insistent; once more there is an uproar. Colonel House and the President leave the Hall. The next morning in all the papers it is announced that the President is no longer in Paris. [365, 1431, 600, 1485]
paragraph: "Yes, yes. But what now ?" [374, 958, 483, 970]
burse-donor: J. C. Belleville [1574, 1201, 1634, 1212]
paragraph: Mr. Tumulty first came into contact with politicians of national note when he accompanied Mr. Wilson to Sea Girt, N. J., in the interim between his first nomination and election. There he met every "big gun" in the Democratic party, and there he first came into touch with the newspaper men representing the largest dailies in the country. He had the capacity to broaden as his duties broadened, to expand to the dimensions of his task. And so he met every specification of the new plans. [1329, 1362, 1564, 1485]
column-rule [603, 220, 604, 1960]
burse-amount: 1 00 [1788, 1524, 1805, 1536]
burse-title: LITTLE FLOWER BURSE [1632, 1750, 1744, 1760]
burse-amount: 1 00 [1788, 1381, 1805, 1392]
burse-entry [1570, 1702, 1805, 1716]
verse-line: Tumulty. [705, 921, 741, 932]
paragraph: "And your financial aid—food, etc.?" [374, 221, 525, 232]
